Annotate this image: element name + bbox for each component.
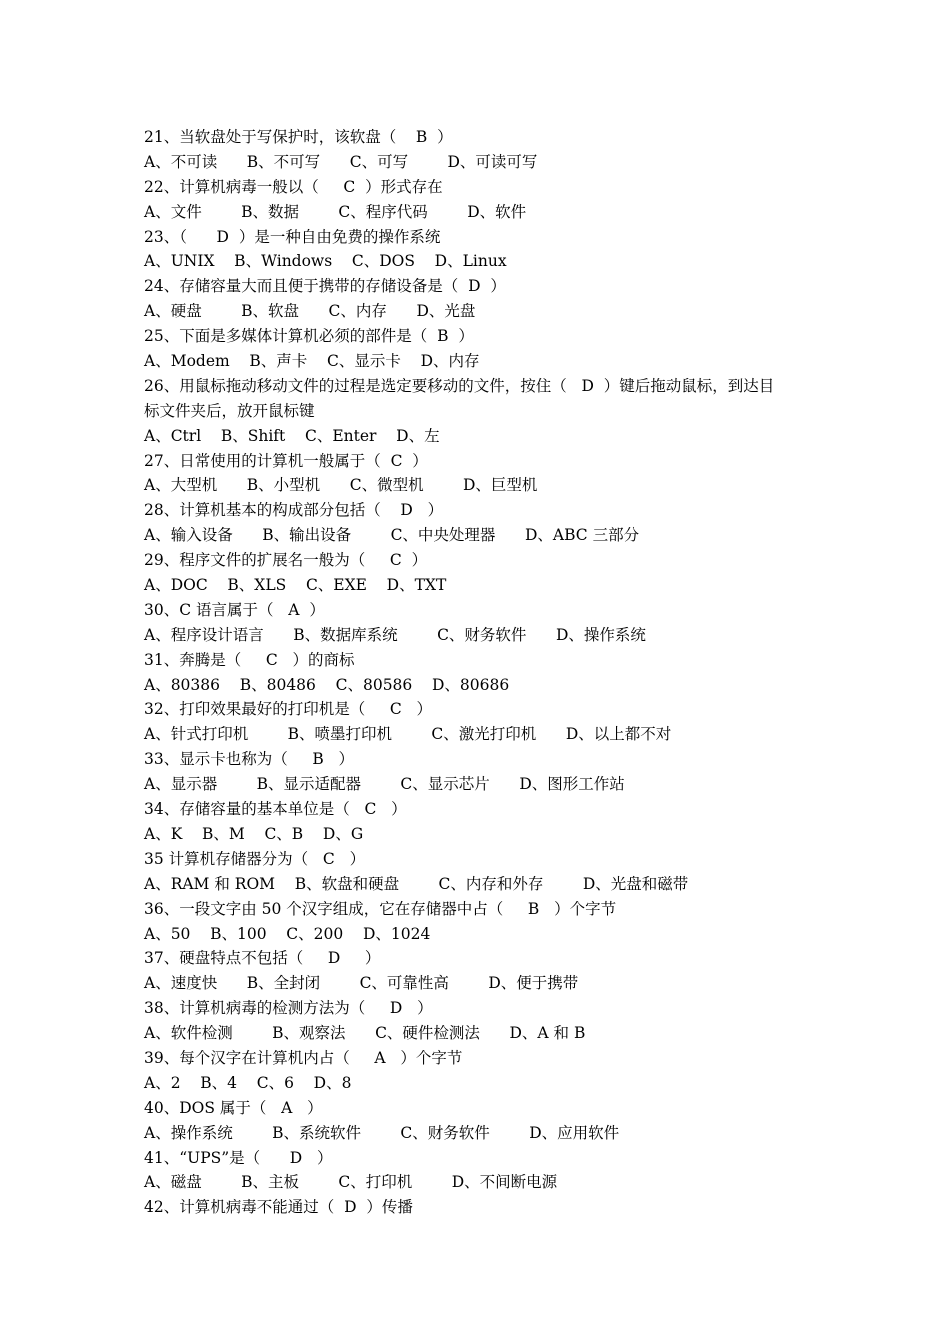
options-21: A、不可读 B、不可写 C、可写 D、可读可写: [144, 152, 538, 171]
options-40: A、操作系统 B、系统软件 C、财务软件 D、应用软件: [144, 1123, 620, 1142]
options-25: A、Modem B、声卡 C、显示卡 D、内存: [144, 352, 480, 371]
question-37: 37、硬盘特点不包括（ D ）: [144, 949, 381, 968]
question-36: 36、一段文字由 50 个汉字组成，它在存储器中占（ B ）个字节: [144, 899, 617, 918]
question-40: 40、DOS 属于（ A ）: [144, 1098, 323, 1117]
question-29: 29、程序文件的扩展名一般为（ C ）: [144, 551, 428, 570]
options-30: A、程序设计语言 B、数据库系统 C、财务软件 D、操作系统: [144, 625, 646, 644]
question-26-line-1: 26、用鼠标拖动移动文件的过程是选定要移动的文件，按住（ D ）键后拖动鼠标，到达目: [144, 376, 775, 395]
options-35: A、RAM 和 ROM B、软盘和硬盘 C、内存和外存 D、光盘和磁带: [144, 874, 689, 893]
question-38: 38、计算机病毒的检测方法为（ D ）: [144, 999, 433, 1018]
options-31: A、80386 B、80486 C、80586 D、80686: [144, 675, 510, 694]
options-39: A、2 B、4 C、6 D、8: [144, 1073, 352, 1092]
question-39: 39、每个汉字在计算机内占（ A ）个字节: [144, 1048, 463, 1067]
question-31: 31、奔腾是（ C ）的商标: [144, 650, 355, 669]
question-35: 35 计算机存储器分为（ C ）: [144, 849, 366, 868]
options-26: A、Ctrl B、Shift C、Enter D、左: [144, 426, 440, 445]
question-30: 30、C 语言属于（ A ）: [144, 600, 325, 619]
options-23: A、UNIX B、Windows C、DOS D、Linux: [144, 252, 507, 271]
options-36: A、50 B、100 C、200 D、1024: [144, 924, 431, 943]
question-27: 27、日常使用的计算机一般属于（ C ）: [144, 451, 428, 470]
options-24: A、硬盘 B、软盘 C、内存 D、光盘: [144, 302, 476, 321]
question-22: 22、计算机病毒一般以（ C ）形式存在: [144, 177, 443, 196]
options-27: A、大型机 B、小型机 C、微型机 D、巨型机: [144, 476, 538, 495]
question-41: 41、“UPS”是（ D ）: [144, 1148, 333, 1167]
question-21: 21、当软盘处于写保护时，该软盘（ B ）: [144, 128, 453, 146]
question-32: 32、打印效果最好的打印机是（ C ）: [144, 700, 432, 719]
question-34: 34、存储容量的基本单位是（ C ）: [144, 800, 407, 819]
question-23: 23、（ D ）是一种自由免费的操作系统: [144, 227, 441, 246]
options-38: A、软件检测 B、观察法 C、硬件检测法 D、A 和 B: [144, 1024, 586, 1043]
question-28: 28、计算机基本的构成部分包括（ D ）: [144, 501, 444, 520]
options-22: A、文件 B、数据 C、程序代码 D、软件: [144, 202, 527, 221]
options-34: A、K B、M C、B D、G: [144, 824, 364, 843]
options-33: A、显示器 B、显示适配器 C、显示芯片 D、图形工作站: [144, 775, 625, 794]
options-32: A、针式打印机 B、喷墨打印机 C、激光打印机 D、以上都不对: [144, 725, 672, 744]
options-28: A、输入设备 B、输出设备 C、中央处理器 D、ABC 三部分: [144, 526, 640, 545]
options-41: A、磁盘 B、主板 C、打印机 D、不间断电源: [144, 1173, 558, 1192]
question-25: 25、下面是多媒体计算机必须的部件是（ B ）: [144, 327, 474, 346]
options-37: A、速度快 B、全封闭 C、可靠性高 D、便于携带: [144, 974, 579, 993]
question-33: 33、显示卡也称为（ B ）: [144, 750, 355, 769]
question-24: 24、存储容量大而且便于携带的存储设备是（ D ）: [144, 277, 506, 296]
document-body: [144, 125, 824, 1220]
question-42: 42、计算机病毒不能通过（ D ）传播: [144, 1198, 413, 1217]
options-29: A、DOC B、XLS C、EXE D、TXT: [144, 576, 447, 595]
question-26-line-2: 标文件夹后，放开鼠标键: [144, 401, 315, 420]
